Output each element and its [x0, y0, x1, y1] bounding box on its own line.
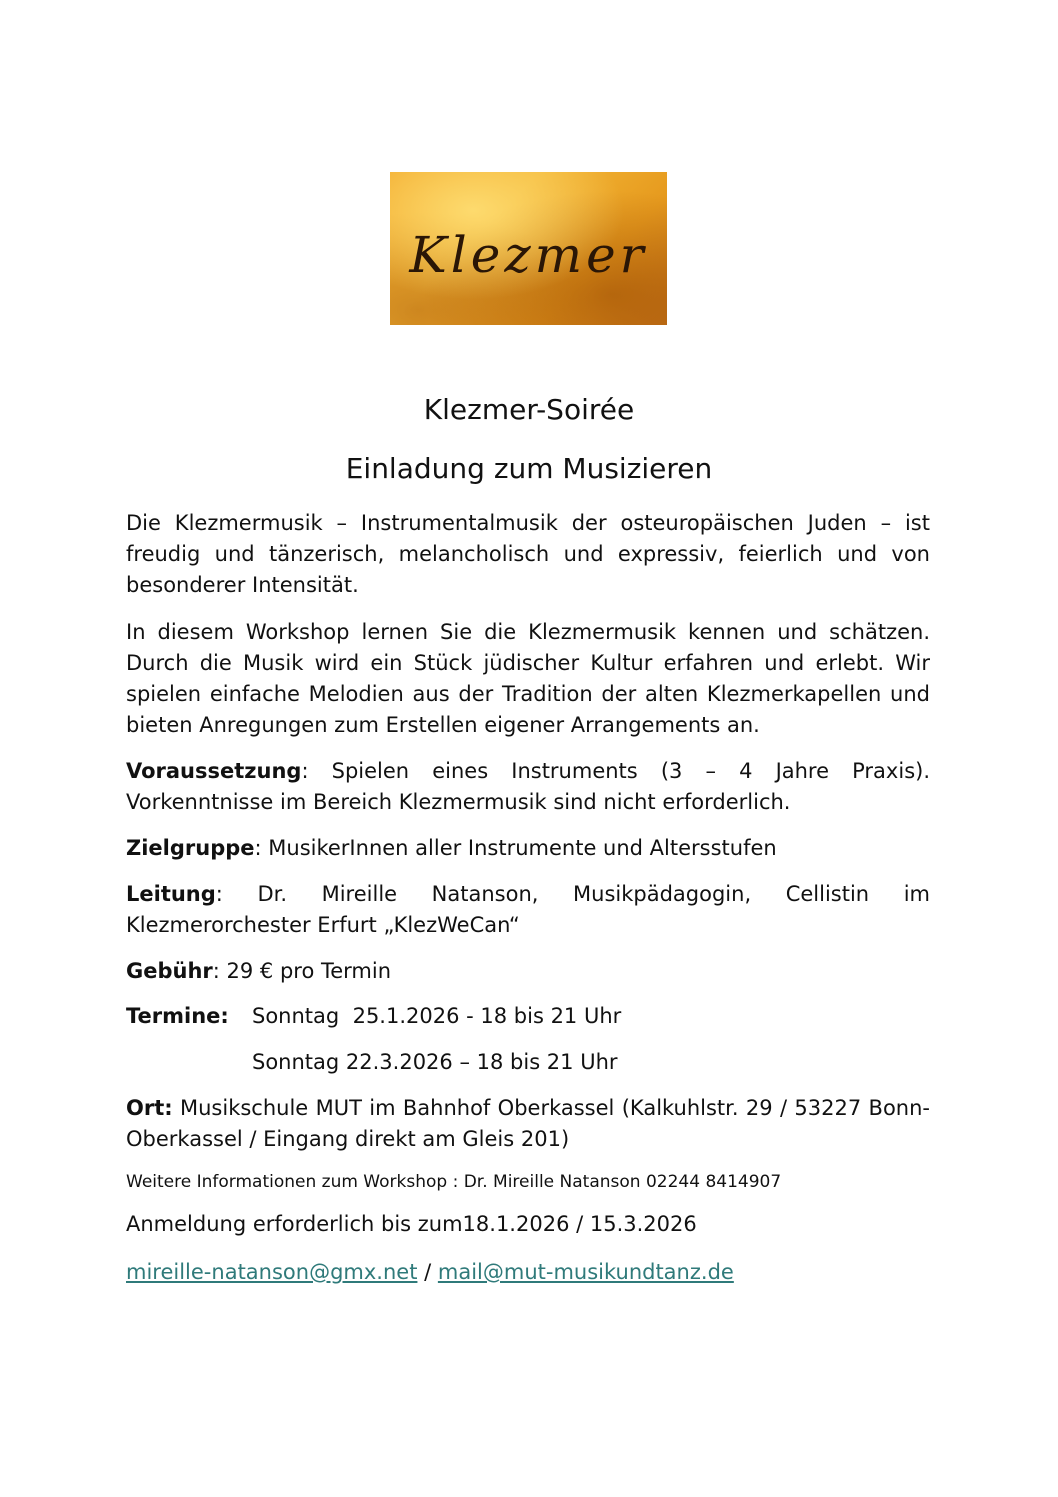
- gebuehr-label: Gebühr: [126, 959, 213, 983]
- zielgruppe-text: : MusikerInnen aller Instrumente und Altersstufen: [254, 836, 777, 860]
- zielgruppe-label: Zielgruppe: [126, 836, 255, 860]
- termine-row-2: [126, 1047, 618, 1078]
- leitung-paragraph: [126, 879, 930, 941]
- ort-label: Ort:: [126, 1096, 173, 1120]
- gebuehr-paragraph: [126, 956, 930, 987]
- email-links: [126, 1257, 734, 1288]
- email-separator: /: [417, 1260, 438, 1284]
- klezmer-logo-image: [390, 172, 667, 325]
- email-link-mut[interactable]: mail@mut-musikundtanz.de: [437, 1260, 734, 1284]
- info-line: Weitere Informationen zum Workshop : Dr. Mireille Natanson 02244 8414907: [126, 1172, 782, 1192]
- ort-text: Musikschule MUT im Bahnhof Oberkassel (Kalkuhlstr. 29 / 53227 Bonn-Oberkassel / Eingang direkt am Gleis 201): [126, 1096, 930, 1151]
- voraussetzung-paragraph: [126, 756, 930, 818]
- page-title: Klezmer-Soirée: [423, 393, 635, 426]
- page-subtitle: Einladung zum Musizieren: [345, 452, 713, 485]
- termine-row-1: [126, 1001, 621, 1032]
- voraussetzung-label: Voraussetzung: [126, 759, 302, 783]
- ort-paragraph: [126, 1093, 930, 1155]
- termin-date-1: Sonntag 25.1.2026 - 18 bis 21 Uhr: [252, 1004, 622, 1028]
- voraussetzung-text: : Spielen eines Instruments (3 – 4 Jahre Praxis). Vorkenntnisse im Bereich Klezmermusik sind nicht erforderlich.: [126, 759, 930, 814]
- termin-date-2: Sonntag 22.3.2026 – 18 bis 21 Uhr: [252, 1050, 618, 1074]
- email-link-natanson[interactable]: mireille-natanson@gmx.net: [126, 1260, 418, 1284]
- anmeldung-line: Anmeldung erforderlich bis zum18.1.2026 / 15.3.2026: [126, 1212, 697, 1236]
- logo-text: Klezmer: [409, 225, 648, 284]
- leitung-text: : Dr. Mireille Natanson, Musikpädagogin, Cellistin im Klezmerorchester Erfurt „KlezWeCan“: [126, 882, 930, 937]
- intro-paragraph: Die Klezmermusik – Instrumentalmusik der osteuropäischen Juden – ist freudig und tänzerisch, melancholisch und expressiv, feierlich und von besonderer Intensität.: [126, 511, 930, 597]
- leitung-label: Leitung: [126, 882, 216, 906]
- zielgruppe-paragraph: [126, 833, 930, 864]
- workshop-paragraph: In diesem Workshop lernen Sie die Klezmermusik kennen und schätzen. Durch die Musik wird ein Stück jüdischer Kultur erfahren und erlebt. Wir spielen einfache Melodien aus der Tradition der alten Klezmerkapellen und bieten Anregungen zum Erstellen eigener Arrangements an.: [126, 620, 930, 737]
- gebuehr-text: : 29 € pro Termin: [212, 959, 392, 983]
- termine-label: Termine:: [126, 1004, 229, 1028]
